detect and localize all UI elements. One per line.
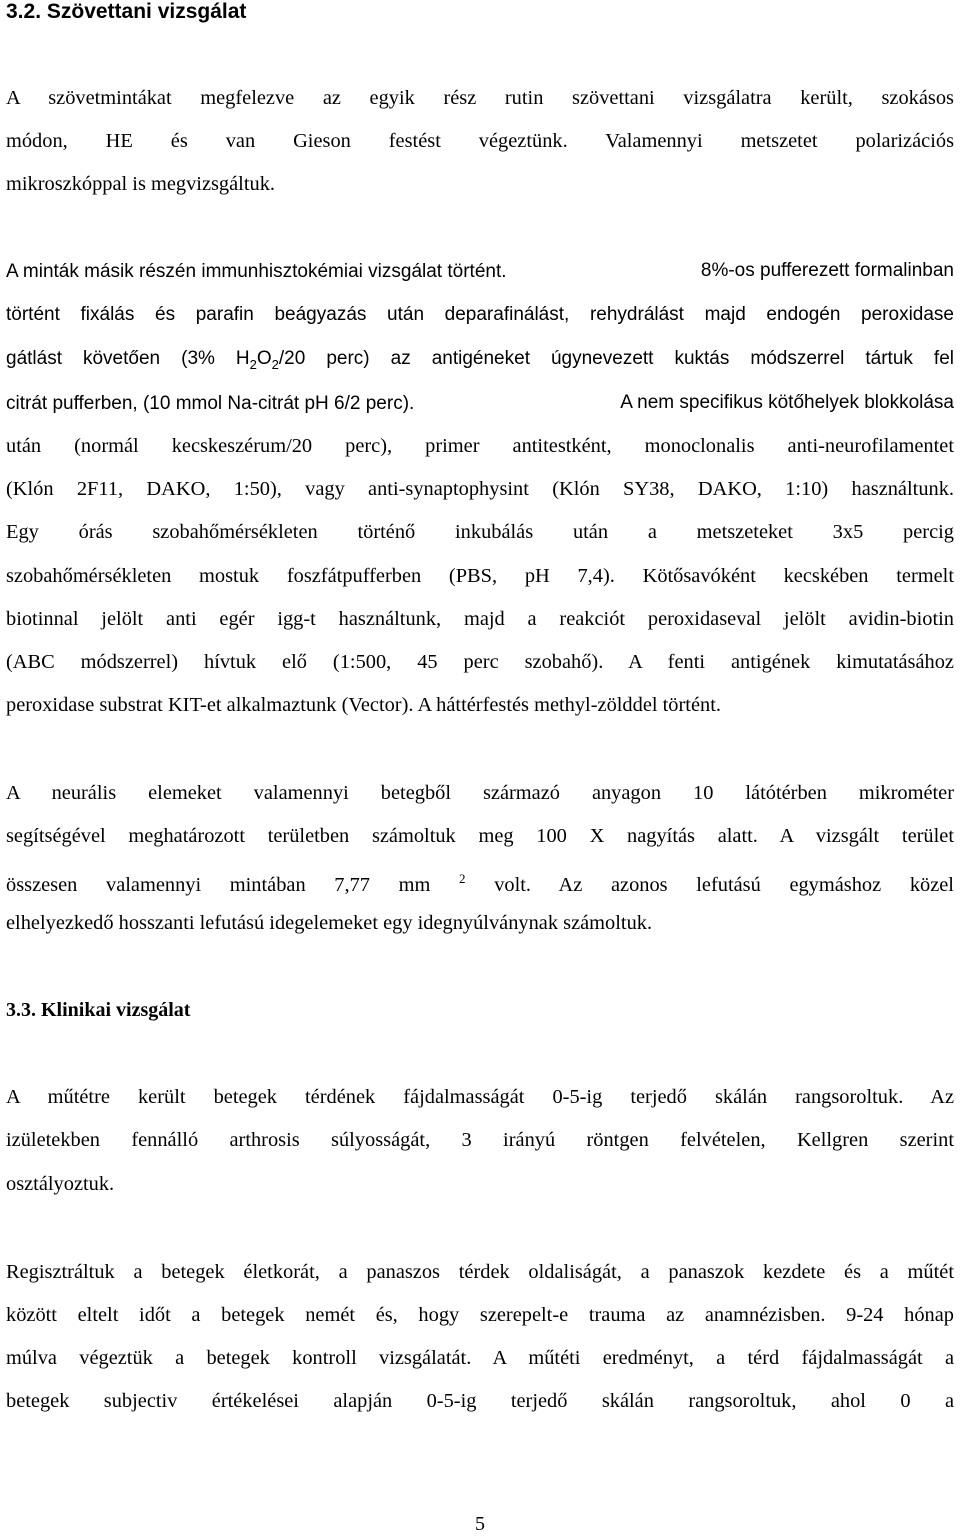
- paragraph-line: (ABC módszerrel) hívtuk elő (1:500, 45 perc szobahő). A fenti antigének kimutatásához: [6, 651, 954, 673]
- paragraph-line: szobahőmérsékleten mostuk foszfátpufferben (PBS, pH 7,4). Kötősavóként kecskében termelt: [6, 565, 954, 587]
- paragraph-line: A műtétre került betegek térdének fájdalmasságát 0-5-ig terjedő skálán rangsoroltuk. Az: [6, 1086, 954, 1108]
- paragraph-line: [6, 258, 954, 285]
- paragraph-line: történt fixálás és parafin beágyazás után deparafinálást, rehydrálást majd endogén peroxidase: [6, 304, 954, 325]
- paragraph-line: múlva végeztük a betegek kontroll vizsgálatát. A műtéti eredményt, a térd fájdalmasságát a: [6, 1347, 954, 1369]
- paragraph-line: elhelyezkedő hosszanti lefutású idegelemeket egy idegnyúlványnak számoltuk.: [6, 912, 653, 934]
- subscript: 2: [271, 356, 279, 372]
- paragraph-line: között eltelt időt a betegek nemét és, hogy szerepelt-e trauma az anamnézisben. 9-24 hónap: [6, 1304, 954, 1326]
- superscript: 2: [459, 871, 466, 886]
- text-span: összesen valamennyi mintában 7,77 mm: [6, 873, 431, 896]
- section-heading-3-3: 3.3. Klinikai vizsgálat: [6, 999, 191, 1021]
- paragraph-line: módon, HE és van Gieson festést végeztünk. Valamennyi metszetet polarizációs: [6, 130, 954, 152]
- text-span: O: [256, 348, 272, 369]
- text-span: A nem specifikus kötőhelyek blokkolása: [620, 392, 954, 413]
- paragraph-line: mikroszkóppal is megvizsgáltuk.: [6, 173, 276, 195]
- section-heading-3-2: 3.2. Szövettani vizsgálat: [6, 0, 247, 23]
- paragraph-line: után (normál kecskeszérum/20 perc), primer antitestként, monoclonalis anti-neurofilamentet: [6, 435, 954, 457]
- paragraph-line: Egy órás szobahőmérsékleten történő inkubálás után a metszeteket 3x5 percig: [6, 521, 954, 543]
- paragraph-line: A neurális elemeket valamennyi betegből származó anyagon 10 látótérben mikrométer: [6, 782, 954, 804]
- text-span: citrát pufferben, (10 mmol Na-citrát pH 6/2 perc).: [6, 393, 415, 414]
- paragraph-line: [6, 866, 954, 898]
- paragraph-line: [6, 390, 954, 417]
- paragraph-line: [6, 346, 954, 378]
- page-number: 5: [475, 1513, 485, 1535]
- paragraph-line: segítségével meghatározott területben számoltuk meg 100 X nagyítás alatt. A vizsgált terület: [6, 825, 954, 847]
- paragraph-line: peroxidase substrat KIT-et alkalmaztunk (Vector). A háttérfestés methyl-zölddel történt.: [6, 694, 721, 716]
- paragraph-line: (Klón 2F11, DAKO, 1:50), vagy anti-synaptophysint (Klón SY38, DAKO, 1:10) használtunk.: [6, 478, 954, 500]
- text-span: A minták másik részén immunhisztokémiai vizsgálat történt.: [6, 261, 507, 282]
- text-span: gátlást követően (3% H: [6, 348, 250, 369]
- paragraph-line: izületekben fennálló arthrosis súlyosságát, 3 irányú röntgen felvételen, Kellgren szerint: [6, 1129, 954, 1151]
- text-span: volt. Az azonos lefutású egymáshoz közel: [494, 873, 954, 896]
- text-span: 8%-os pufferezett formalinban: [700, 260, 954, 281]
- text-span: /20 perc) az antigéneket úgynevezett kuktás módszerrel tártuk fel: [278, 348, 954, 369]
- paragraph-line: Regisztráltuk a betegek életkorát, a panaszos térdek oldaliságát, a panaszok kezdete és a műtét: [6, 1261, 954, 1283]
- paragraph-line: A szövetmintákat megfelezve az egyik rész rutin szövettani vizsgálatra került, szokásos: [6, 87, 954, 109]
- paragraph-line: biotinnal jelölt anti egér igg-t használtunk, majd a reakciót peroxidaseval jelölt avidin-biotin: [6, 608, 954, 630]
- subscript: 2: [249, 356, 257, 372]
- paragraph-line: betegek subjectiv értékelései alapján 0-5-ig terjedő skálán rangsoroltuk, ahol 0 a: [6, 1390, 954, 1412]
- paragraph-line: osztályoztuk.: [6, 1173, 115, 1195]
